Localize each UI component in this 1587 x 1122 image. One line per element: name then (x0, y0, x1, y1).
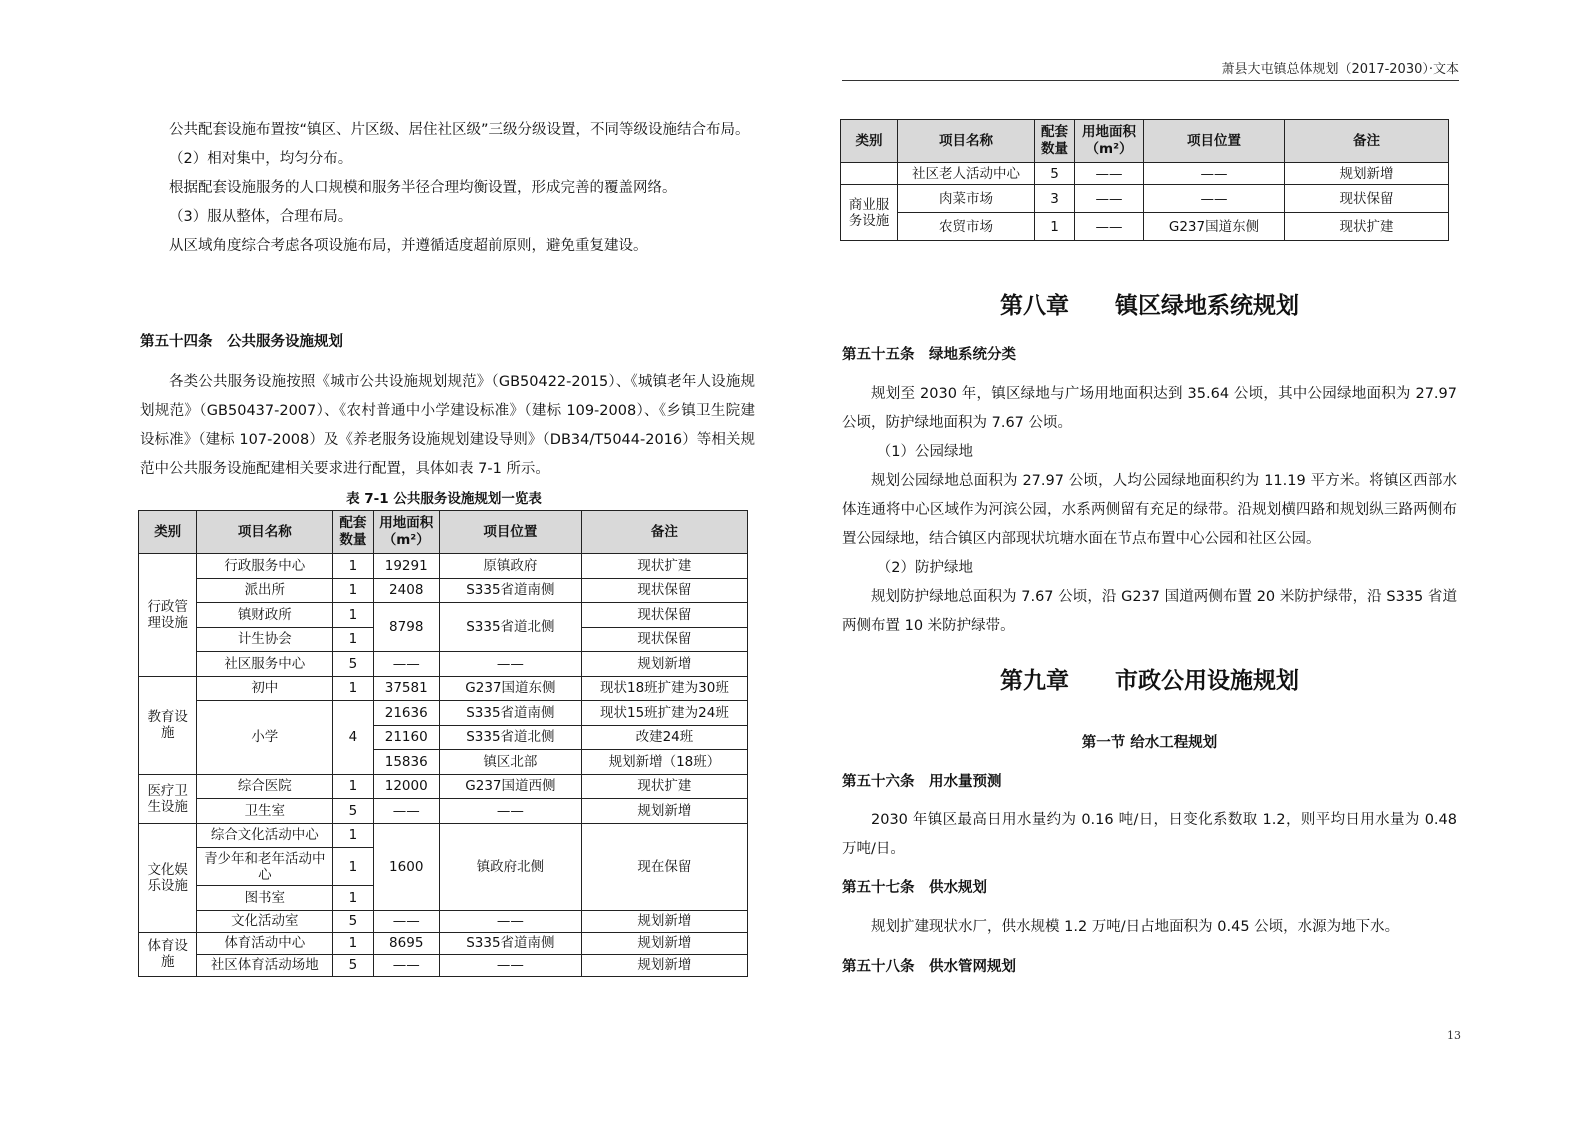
facilities-table (138, 510, 748, 977)
location-cell: —— (439, 910, 581, 932)
location-cell: S335省道北侧 (439, 603, 581, 652)
chapter-9-heading (842, 662, 1457, 695)
note-cell: 现状保留 (1285, 185, 1449, 213)
note-cell: 规划新增（18班） (581, 750, 747, 775)
section-heading: 第一节 给水工程规划 (1081, 735, 1218, 751)
area-cell: —— (1075, 213, 1144, 241)
table-header-row (841, 120, 1449, 163)
count-cell: 1 (333, 774, 373, 799)
paragraph: 各类公共服务设施按照《城市公共设施规划规范》（GB50422-2015）、《城镇老年人设施规划规范》（GB50437-2007）、《农村普通中小学建设标准》（建标 109-2008）、《乡镇卫生院建设标准》（建标 107-2008）及《养老服务设施规划建设导则》（DB34/T5044-2016）等相关规范中公共服务设施配建相关要求进行配置，具体如表 7-1 所示。 (140, 374, 755, 477)
name-cell: 初中 (197, 676, 333, 701)
chapter-number: 第九章 (1000, 668, 1069, 694)
header-location: 项目位置 (439, 511, 581, 554)
name-cell: 社区老人活动中心 (898, 163, 1035, 185)
table-row (139, 578, 748, 603)
facilities-table-continued (840, 119, 1449, 241)
table-row (139, 774, 748, 799)
table-row (841, 185, 1449, 213)
area-cell: —— (373, 652, 439, 677)
name-cell: 计生协会 (197, 627, 333, 652)
count-cell: 1 (333, 932, 373, 954)
count-cell: 1 (333, 554, 373, 579)
paragraph: （2）防护绿地 (876, 560, 974, 576)
category-cell: 医疗卫生设施 (139, 774, 197, 823)
note-cell: 现状保留 (581, 603, 747, 628)
area-cell: 1600 (373, 823, 439, 910)
category-cell: 行政管理设施 (139, 554, 197, 677)
note-cell: 规划新增 (581, 652, 747, 677)
paragraph: 规划至 2030 年，镇区绿地与广场用地面积达到 35.64 公顷，其中公园绿地面积为 27.97 公顷，防护绿地面积为 7.67 公顷。 (842, 386, 1457, 431)
note-cell: 规划新增 (1285, 163, 1449, 185)
table-row (139, 701, 748, 726)
count-cell: 4 (333, 701, 373, 775)
location-cell: 镇区北部 (439, 750, 581, 775)
note-cell: 现状扩建 (581, 554, 747, 579)
count-cell: 5 (333, 954, 373, 976)
location-cell: S335省道南侧 (439, 932, 581, 954)
note-cell: 改建24班 (581, 725, 747, 750)
location-cell: —— (1144, 185, 1285, 213)
note-cell: 规划新增 (581, 910, 747, 932)
note-cell: 现状保留 (581, 627, 747, 652)
right-column-text (842, 380, 1457, 641)
name-cell: 小学 (197, 701, 333, 775)
category-cell: 商业服务设施 (841, 185, 898, 241)
note-cell: 现状保留 (581, 578, 747, 603)
note-cell: 规划新增 (581, 932, 747, 954)
location-cell: —— (439, 954, 581, 976)
count-cell: 1 (1035, 213, 1075, 241)
chapter-number: 第八章 (1000, 293, 1069, 319)
article-heading: 第五十五条 绿地系统分类 (842, 347, 1016, 363)
header-count: 配套数量 (333, 511, 373, 554)
table-row (841, 163, 1449, 185)
note-cell: 规划新增 (581, 799, 747, 824)
location-cell: S335省道南侧 (439, 578, 581, 603)
table-row (841, 213, 1449, 241)
count-cell: 1 (333, 848, 373, 886)
area-cell: —— (1075, 163, 1144, 185)
area-cell: 8798 (373, 603, 439, 652)
name-cell: 综合医院 (197, 774, 333, 799)
chapter-8-heading (842, 287, 1457, 320)
note-cell: 现状15班扩建为24班 (581, 701, 747, 726)
count-cell: 1 (333, 886, 373, 911)
area-cell: 21636 (373, 701, 439, 726)
count-cell: 5 (333, 799, 373, 824)
header-title: 萧县大屯镇总体规划（2017-2030）·文本 (1221, 62, 1459, 77)
location-cell: —— (439, 799, 581, 824)
name-cell: 社区体育活动场地 (197, 954, 333, 976)
location-cell: 原镇政府 (439, 554, 581, 579)
table-row (139, 603, 748, 628)
category-cell: 文化娱乐设施 (139, 823, 197, 932)
header-count: 配套数量 (1035, 120, 1075, 163)
area-cell: —— (373, 954, 439, 976)
table-row (139, 910, 748, 932)
name-cell: 行政服务中心 (197, 554, 333, 579)
name-cell: 青少年和老年活动中心 (197, 848, 333, 886)
paragraph: （2）相对集中，均匀分布。 (169, 151, 353, 167)
header-area: 用地面积（m²） (373, 511, 439, 554)
category-cell: 教育设施 (139, 676, 197, 774)
area-cell: 21160 (373, 725, 439, 750)
area-cell: —— (373, 799, 439, 824)
name-cell: 派出所 (197, 578, 333, 603)
paragraph: 从区域角度综合考虑各项设施布局，并遵循适度超前原则，避免重复建设。 (169, 238, 648, 254)
header-category: 类别 (841, 120, 898, 163)
header-name: 项目名称 (197, 511, 333, 554)
count-cell: 1 (333, 823, 373, 848)
count-cell: 5 (1035, 163, 1075, 185)
left-column (140, 116, 755, 261)
category-cell: 体育设施 (139, 932, 197, 976)
header-note: 备注 (581, 511, 747, 554)
count-cell: 3 (1035, 185, 1075, 213)
location-cell: G237国道西侧 (439, 774, 581, 799)
name-cell: 体育活动中心 (197, 932, 333, 954)
location-cell: G237国道东侧 (1144, 213, 1285, 241)
table-row (139, 954, 748, 976)
article-heading: 第五十六条 用水量预测 (842, 774, 1002, 790)
paragraph: 规划防护绿地总面积为 7.67 公顷，沿 G237 国道两侧布置 20 米防护绿带，沿 S335 省道两侧布置 10 米防护绿带。 (842, 589, 1457, 634)
count-cell: 1 (333, 578, 373, 603)
location-cell: S335省道北侧 (439, 725, 581, 750)
paragraph: （1）公园绿地 (876, 444, 974, 460)
paragraph: 规划扩建现状水厂，供水规模 1.2 万吨/日占地面积为 0.45 公顷，水源为地下水。 (871, 919, 1400, 935)
count-cell: 1 (333, 676, 373, 701)
name-cell: 农贸市场 (898, 213, 1035, 241)
name-cell: 社区服务中心 (197, 652, 333, 677)
table-row (139, 554, 748, 579)
header-name: 项目名称 (898, 120, 1035, 163)
table-row (139, 676, 748, 701)
area-cell: 12000 (373, 774, 439, 799)
article-heading: 第五十七条 供水规划 (842, 880, 987, 896)
category-cell (841, 163, 898, 185)
paragraph: 根据配套设施服务的人口规模和服务半径合理均衡设置，形成完善的覆盖网络。 (169, 180, 677, 196)
area-cell: 8695 (373, 932, 439, 954)
location-cell: —— (1144, 163, 1285, 185)
count-cell: 1 (333, 603, 373, 628)
location-cell: S335省道南侧 (439, 701, 581, 726)
name-cell: 图书室 (197, 886, 333, 911)
header-category: 类别 (139, 511, 197, 554)
article-heading: 第五十四条 公共服务设施规划 (140, 334, 343, 350)
paragraph: （3）服从整体，合理布局。 (169, 209, 353, 225)
table-row (139, 799, 748, 824)
count-cell: 5 (333, 910, 373, 932)
header-note: 备注 (1285, 120, 1449, 163)
area-cell: 2408 (373, 578, 439, 603)
paragraph: 规划公园绿地总面积为 27.97 公顷，人均公园绿地面积约为 11.19 平方米。将镇区西部水体连通将中心区域作为河滨公园，水系两侧留有充足的绿带。沿规划横四路和规划纵三路两侧布置公园绿地，结合镇区内部现状坑塘水面在节点布置中心公园和社区公园。 (842, 473, 1457, 547)
name-cell: 综合文化活动中心 (197, 823, 333, 848)
paragraph: 2030 年镇区最高日用水量约为 0.16 吨/日，日变化系数取 1.2，则平均日用水量为 0.48 万吨/日。 (842, 812, 1457, 857)
location-cell: 镇政府北侧 (439, 823, 581, 910)
note-cell: 现状扩建 (1285, 213, 1449, 241)
location-cell: G237国道东侧 (439, 676, 581, 701)
left-column-2 (140, 368, 755, 484)
location-cell: —— (439, 652, 581, 677)
header-rule (842, 80, 1459, 81)
header-location: 项目位置 (1144, 120, 1285, 163)
table-caption: 表 7-1 公共服务设施规划一览表 (346, 491, 542, 507)
count-cell: 1 (333, 627, 373, 652)
chapter-title: 镇区绿地系统规划 (1115, 293, 1299, 319)
count-cell: 5 (333, 652, 373, 677)
page-number: 13 (1447, 1029, 1461, 1042)
table-row (139, 652, 748, 677)
area-cell: —— (373, 910, 439, 932)
table-row (139, 823, 748, 848)
area-cell: 15836 (373, 750, 439, 775)
area-cell: 19291 (373, 554, 439, 579)
name-cell: 肉菜市场 (898, 185, 1035, 213)
header-area: 用地面积（m²） (1075, 120, 1144, 163)
note-cell: 现状扩建 (581, 774, 747, 799)
name-cell: 文化活动室 (197, 910, 333, 932)
name-cell: 镇财政所 (197, 603, 333, 628)
chapter-title: 市政公用设施规划 (1115, 668, 1299, 694)
table-header-row (139, 511, 748, 554)
area-cell: —— (1075, 185, 1144, 213)
table-row (139, 932, 748, 954)
note-cell: 现状18班扩建为30班 (581, 676, 747, 701)
note-cell: 现在保留 (581, 823, 747, 910)
name-cell: 卫生室 (197, 799, 333, 824)
paragraph: 公共配套设施布置按“镇区、片区级、居住社区级”三级分级设置，不同等级设施结合布局。 (169, 122, 750, 138)
area-cell: 37581 (373, 676, 439, 701)
article-heading: 第五十八条 供水管网规划 (842, 959, 1016, 975)
note-cell: 规划新增 (581, 954, 747, 976)
